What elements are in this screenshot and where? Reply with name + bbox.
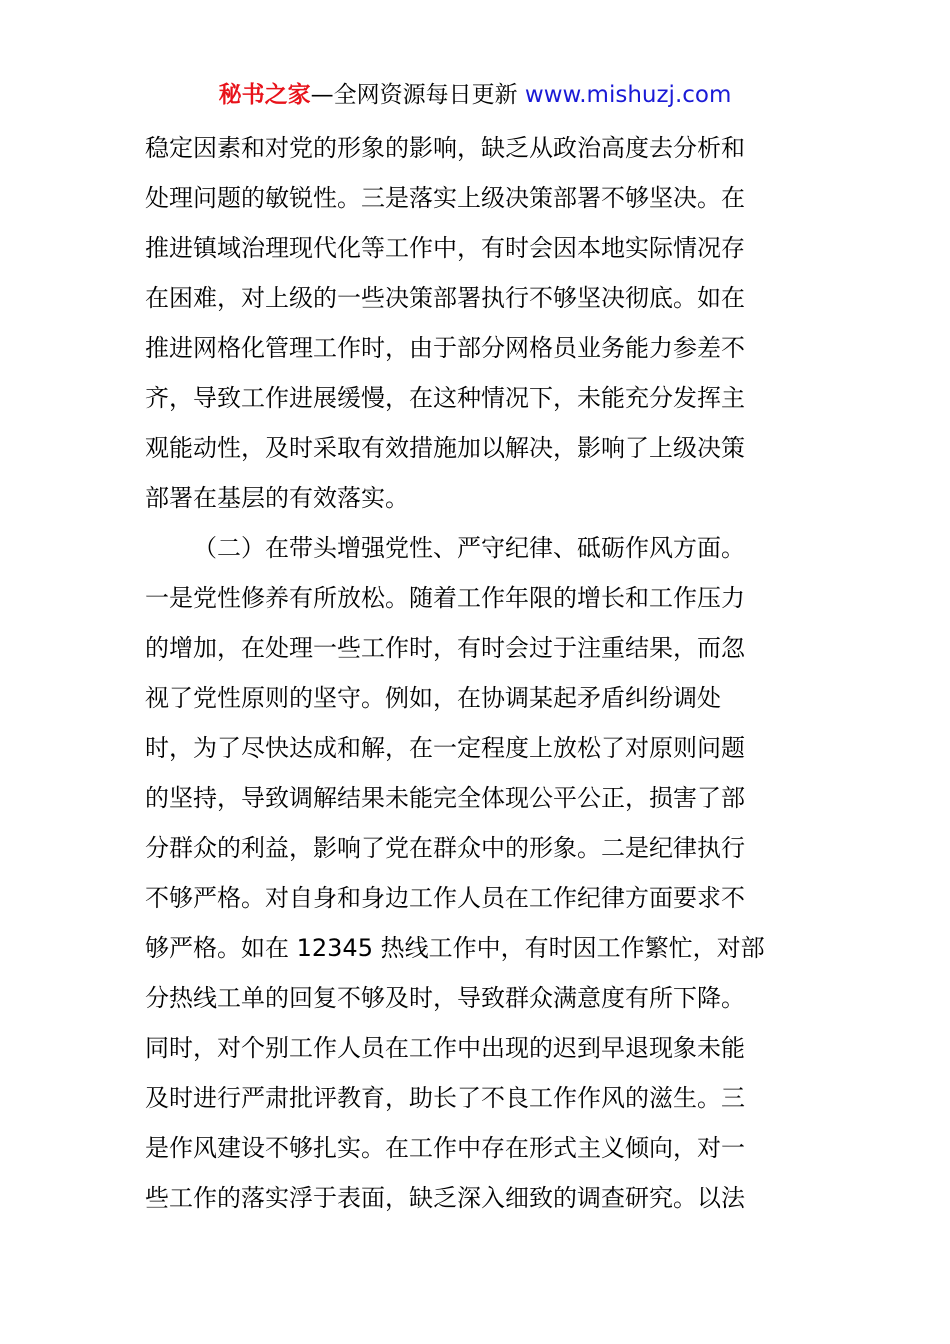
text-line: 推进网格化管理工作时，由于部分网格员业务能力参差不 [145,334,745,362]
text-line: 稳定因素和对党的形象的影响，缺乏从政治高度去分析和 [145,134,745,162]
text-line: 同时，对个别工作人员在工作中出现的迟到早退现象未能 [145,1034,745,1062]
text-line: 部署在基层的有效落实。 [145,484,409,512]
text-line: 些工作的落实浮于表面，缺乏深入细致的调查研究。以法 [145,1184,745,1212]
text-line: 在困难，对上级的一些决策部署执行不够坚决彻底。如在 [145,284,745,312]
text-line: 不够严格。对自身和身边工作人员在工作纪律方面要求不 [145,884,745,912]
text-line: 时，为了尽快达成和解，在一定程度上放松了对原则问题 [145,734,745,762]
text-line: 是作风建设不够扎实。在工作中存在形式主义倾向，对一 [145,1134,745,1162]
text-line: 处理问题的敏锐性。三是落实上级决策部署不够坚决。在 [145,184,745,212]
text-line: 的增加，在处理一些工作时，有时会过于注重结果，而忽 [145,634,745,662]
text-line: 推进镇域治理现代化等工作中，有时会因本地实际情况存 [145,234,745,262]
section-heading: （二）在带头增强党性、严守纪律、砥砺作风方面。 [193,534,745,562]
text-line: 观能动性，及时采取有效措施加以解决，影响了上级决策 [145,434,745,462]
brand-name: 秘书之家 [218,82,311,108]
text-line: 分热线工单的回复不够及时，导致群众满意度有所下降。 [145,984,745,1012]
site-header [0,78,950,112]
text-line: 齐，导致工作进展缓慢，在这种情况下，未能充分发挥主 [145,384,745,412]
text-line: 分群众的利益，影响了党在群众中的形象。二是纪律执行 [145,834,745,862]
text-line: 及时进行严肃批评教育，助长了不良工作作风的滋生。三 [145,1084,745,1112]
text-line: 视了党性原则的坚守。例如，在协调某起矛盾纠纷调处 [145,684,721,712]
site-url-link[interactable]: www.mishuzj.com [524,82,732,108]
text-line: 够严格。如在 12345 热线工作中，有时因工作繁忙，对部 [145,934,765,962]
text-line: 一是党性修养有所放松。随着工作年限的增长和工作压力 [145,584,745,612]
document-body [145,123,815,1223]
text-line: 的坚持，导致调解结果未能完全体现公平公正，损害了部 [145,784,745,812]
header-tagline: —全网资源每日更新 [310,82,518,108]
